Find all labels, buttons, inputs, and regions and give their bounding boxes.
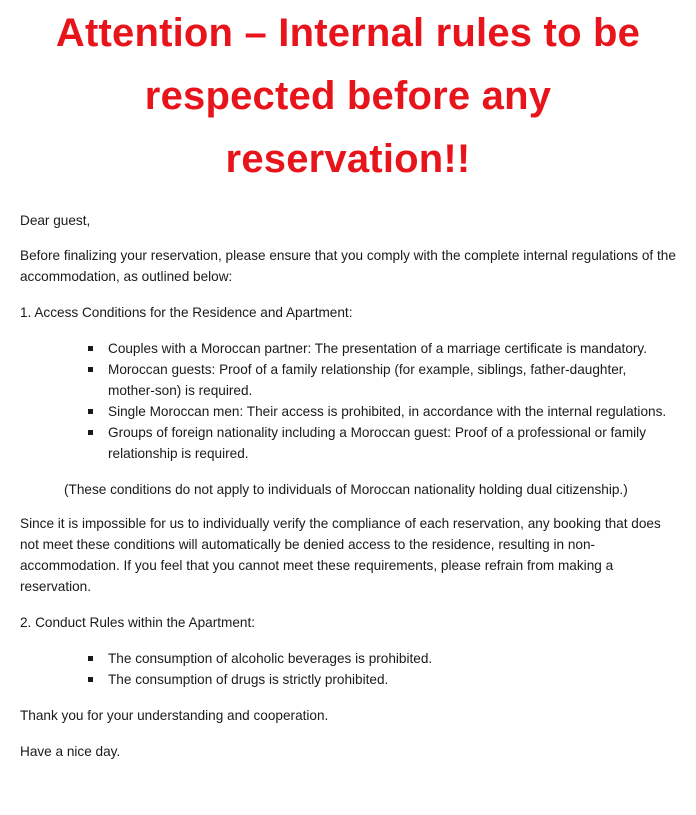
list-item [108, 401, 676, 422]
thanks-text: Thank you for your understanding and cooperation. [20, 708, 329, 723]
section2-heading: 2. Conduct Rules within the Apartment: [20, 615, 255, 630]
square-bullet-icon [88, 367, 93, 372]
page-title [20, 0, 676, 191]
list-item-text: Couples with a Moroccan partner: The presentation of a marriage certificate is mandatory. [108, 341, 647, 356]
title-line-3: reservation!! [225, 137, 471, 181]
conduct-rules-list [20, 648, 676, 690]
title-line-2: respected before any [144, 74, 552, 118]
square-bullet-icon [88, 346, 93, 351]
list-item [108, 338, 676, 359]
notice-body [20, 210, 676, 762]
greeting-text: Dear guest, [20, 213, 91, 228]
list-item [108, 359, 676, 401]
list-item [108, 669, 676, 690]
list-item-text: Single Moroccan men: Their access is prohibited, in accordance with the internal regulations. [108, 404, 667, 419]
access-conditions-list [20, 338, 676, 464]
list-item-text: Moroccan guests: Proof of a family relationship (for example, siblings, father-daughter, mother-son) is required. [108, 362, 627, 398]
title-line-1: Attention – Internal rules to be [55, 11, 641, 55]
section1-heading: 1. Access Conditions for the Residence and Apartment: [20, 305, 353, 320]
list-item-text: Groups of foreign nationality including a Moroccan guest: Proof of a professional or family relationship is required. [108, 425, 646, 461]
square-bullet-icon [88, 677, 93, 682]
closing-text: Have a nice day. [20, 744, 121, 759]
square-bullet-icon [88, 656, 93, 661]
list-item-text: The consumption of alcoholic beverages is prohibited. [108, 651, 433, 666]
list-item [108, 648, 676, 669]
verification-warning: Since it is impossible for us to individually verify the compliance of each reservation, any booking that does not meet these conditions will automatically be denied access to the residence, resulting in non-accommodation. If you feel that you cannot meet these requirements, please refrain from making a reservation. [20, 516, 661, 594]
square-bullet-icon [88, 430, 93, 435]
list-item [108, 422, 676, 464]
list-item-text: The consumption of drugs is strictly prohibited. [108, 672, 389, 687]
dual-citizenship-note: (These conditions do not apply to individuals of Moroccan nationality holding dual citizenship.) [64, 482, 628, 497]
intro-paragraph: Before finalizing your reservation, please ensure that you comply with the complete internal regulations of the accommodation, as outlined below: [20, 248, 676, 284]
square-bullet-icon [88, 409, 93, 414]
